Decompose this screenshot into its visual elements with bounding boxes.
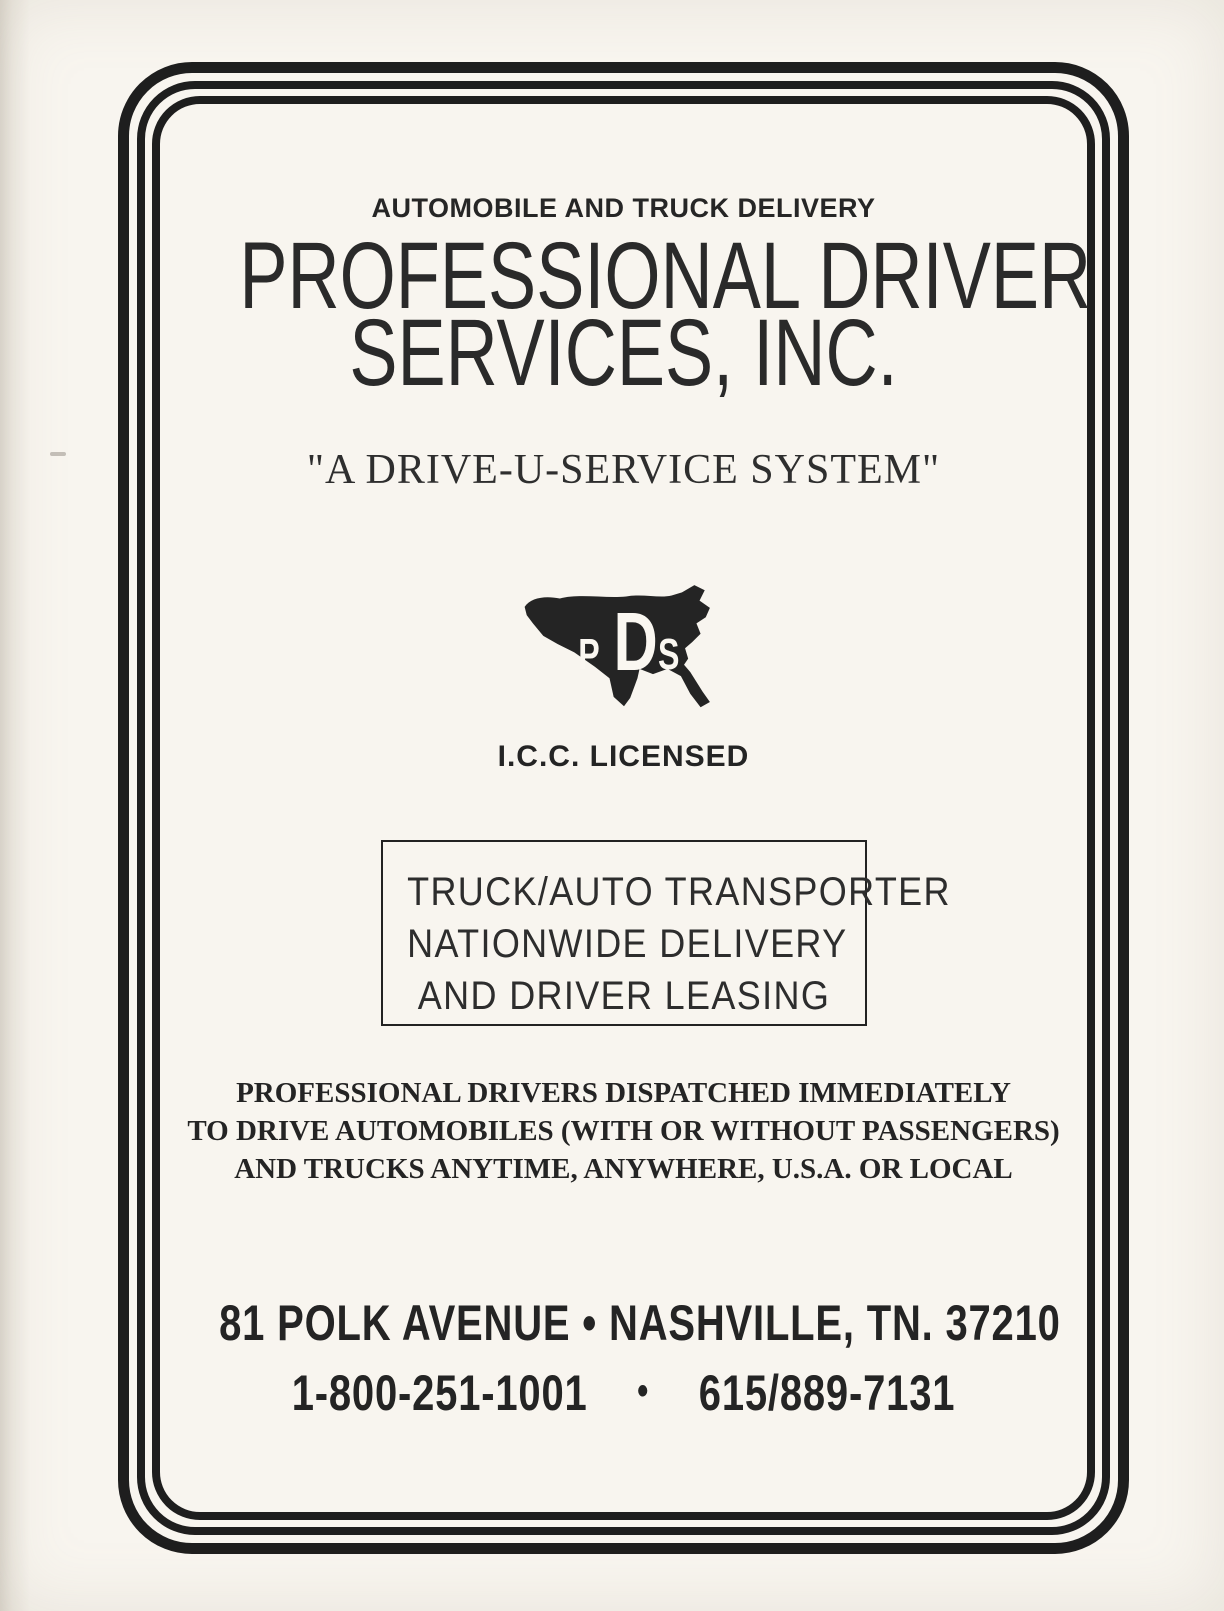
street-address-line: 81 POLK AVENUE • NASHVILLE, TN. 37210 <box>219 1295 1061 1351</box>
scan-edge-shadow <box>0 0 30 1611</box>
local-phone-number: 615/889-7131 <box>698 1365 956 1421</box>
services-box <box>381 840 951 1026</box>
company-title <box>239 223 1092 406</box>
company-title-line1: PROFESSIONAL DRIVER <box>239 223 1092 329</box>
usa-map-icon <box>510 582 738 730</box>
tagline: "A DRIVE-U-SERVICE SYSTEM" <box>306 447 941 493</box>
icc-licensed-label: I.C.C. LICENSED <box>497 740 750 773</box>
services-box-line1: TRUCK/AUTO TRANSPORTER <box>406 870 951 914</box>
kicker-heading: AUTOMOBILE AND TRUCK DELIVERY <box>371 193 876 223</box>
description-line2: TO DRIVE AUTOMOBILES (WITH OR WITHOUT PASSENGERS) <box>187 1115 1060 1147</box>
ad-content <box>118 62 1129 1554</box>
logo-letter-p: P <box>577 630 600 680</box>
tollfree-phone-number: 1-800-251-1001 <box>291 1365 588 1421</box>
pds-usa-map-logo <box>118 582 1129 732</box>
services-box-line2: NATIONWIDE DELIVERY <box>406 922 847 966</box>
description-paragraph <box>118 1074 1129 1188</box>
description-line3: AND TRUCKS ANYTIME, ANYWHERE, U.S.A. OR LOCAL <box>234 1153 1013 1185</box>
logo-letter-s: S <box>657 630 679 680</box>
services-box-line3: AND DRIVER LEASING <box>417 974 830 1018</box>
description-line1: PROFESSIONAL DRIVERS DISPATCHED IMMEDIATELY <box>236 1077 1011 1109</box>
scan-artifact-dash <box>50 452 66 456</box>
logo-letter-d: D <box>613 596 658 689</box>
phone-numbers-line <box>219 1364 1028 1422</box>
company-title-line2: SERVICES, INC. <box>349 300 898 406</box>
bullet-separator: • <box>637 1369 650 1413</box>
